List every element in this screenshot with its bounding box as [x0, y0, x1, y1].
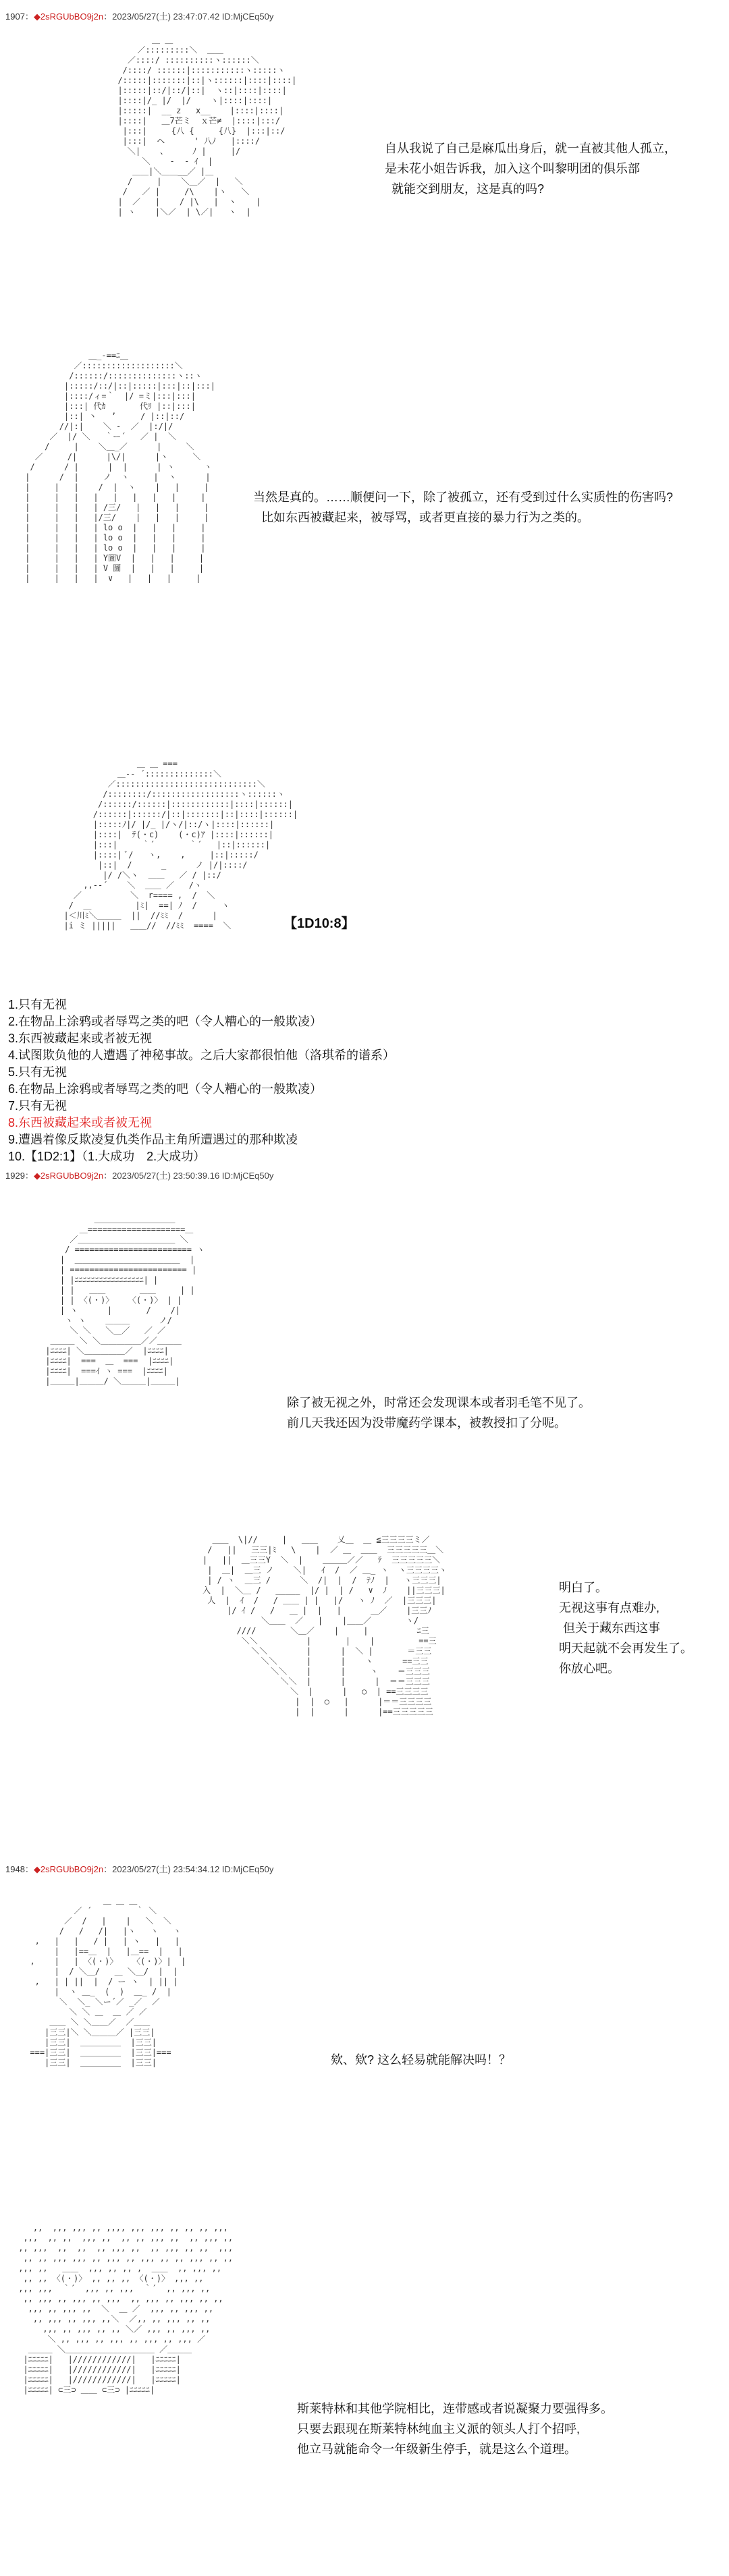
ascii-art-character-7: ,, ,,, ,,, ,, ,,,, ,,, ,,, ,, ,, ,, ,,, ,,, ,, ,, ,,, ,, ,, ,, ,,, ,, ,, ,,, ,, ,, ,,, ,, ,, ,, ,,, ,, ,, ,,, ,, ,, ,,, ,, ,, ,,, ,,, ,, ,,, ,, ,,, ,, ,, ,,, ,, ,, ,,, ,, ＿＿ ,,, ,, ,, , ＿＿ ,, ,,, ,, ,, ,, 〈(・)〉 ,, ,, ,, 〈(・)〉 ,,, ,, ,,, ,,, ｀´ ,,, ,, ,,, ｀´ ,, ,,, ,, ,, ,,, ,, ,,, ,, ,,, ,, ,,, ,, ,,, ,, ,, ,,, ,, ,,, ,, ＼ ＿ ／ ,,, ,, ,,, ,, ,, ,,, ,, ,,, ,,＼ ／,, ,, ,,, ,, ,, ,,, ,, ,,, ,, ,, ＼／ ,,, ,, ,,, ,, ＼ ,, ,,, ,, ,,, ,, ,,, ,, ,,, ／ ＿＿＿ ＼＿＿＿＿＿＿＿＿＿＿＿ ／＿＿＿ |ﾆﾆﾆﾆﾆ| |////////////| |ﾆﾆﾆﾆﾆ| |ﾆﾆﾆﾆﾆ| |////////////| |ﾆﾆﾆﾆﾆ| |ﾆﾆﾆﾆﾆ| |////////////| |ﾆﾆﾆﾆﾆ| |ﾆﾆﾆﾆﾆ| ⊂三⊃ ＿＿ ⊂三⊃ |ﾆﾆﾆﾆﾆ| [18, 2223, 234, 2395]
dialog-line: 除了被无视之外，时常还会发现课本或者羽毛笔不见了。 [287, 1396, 591, 1409]
dialog-bubble-2 [253, 487, 673, 528]
post-number: 1948 [5, 1864, 25, 1874]
dice-roll-label: 【1D10:8】 [284, 916, 355, 931]
option-item-5: 5.只有无视 [8, 1065, 68, 1079]
ascii-art-character-6: ＿ ＿ ＿ ／ ´ ｀ ＼ ／ / | | ＼ ＼ / / /| |ヽ ヽ ヽ , | | / | | ヽ | | | |==＿ | |＿== | | , | | 〈(・)〉 〈(・)〉| | | / ＼＿/ ＿ ＼＿/ | | , | | || | / ー ヽ | || | | ヽ ＿_ ( ) ＿_ / | ＼ ＼_ ＼ー´／ _／ ／ ＼ ＼ ＿ ＿ ／ ／ ＿＿ ＼ ＼＿＿／ ／＿＿ |三三|＼ ＼＿＿＿／ |三三| |三三| ＿＿＿＿＿ |三三| ===|三三| ＿＿＿＿＿ |三三|=== |三三| ＿＿＿＿＿ |三三| [30, 1896, 186, 2067]
dialog-line: 前几天我还因为没带魔药学课本，被教授扣了分呢。 [287, 1416, 566, 1430]
dialog-bubble-6 [297, 2399, 613, 2459]
post-separator: ： [103, 11, 113, 22]
option-item-2: 2.在物品上涂鸦或者辱骂之类的吧（令人糟心的一般欺凌） [8, 1015, 323, 1028]
dialog-line: 就能交到朋友，这是真的吗? [392, 182, 545, 196]
option-item-1: 1.只有无视 [8, 998, 68, 1011]
dialog-bubble-1 [385, 138, 676, 199]
option-item-6: 6.在物品上涂鸦或者辱骂之类的吧（令人糟心的一般欺凌） [8, 1082, 323, 1096]
ascii-art-character-4: ＿＿＿＿＿＿＿＿＿＿ ＿====================＿ ／＿＿＿＿＿＿＿＿＿＿＿＿ ＼ / ======================== ヽ | ＿＿＿＿＿＿＿＿＿＿＿＿＿ | | ======================== | | |ﾆﾆﾆﾆﾆﾆﾆﾆﾆﾆﾆﾆﾆﾆﾆﾆﾆ| | | | ＿＿ ＿＿ | | | | 〈(・)〉 〈(・)〉 | | | ヽ | / /| ヽ ヽ ＿＿＿ ノ/ ＼ ＼ ＼＿／ ／ ／ ＿＿＿ ＼ ＼＿＿＿＿＿／／＿＿＿ |ﾆﾆﾆﾆ| ＼＿＿＿＿＿／ |ﾆﾆﾆﾆ| |ﾆﾆﾆﾆ| === ＿ === |ﾆﾆﾆﾆ| |ﾆﾆﾆﾆ| ===ｲ ヽ === |ﾆﾆﾆﾆ| |＿＿＿|＿＿＿/ ＼＿＿＿|＿＿＿| [45, 1214, 205, 1386]
dialog-line: 当然是真的。……顺便问一下，除了被孤立，还有受到过什么实质性的伤害吗? [253, 491, 674, 504]
ascii-art-character-5: ＿＿ \|// | ＿＿ 乂＿ ＿ ≦三三三三ミ／ / || 三三|ﾐ \ | ／ ＿ ＿＿ 三三三三三＿＼ | || ＿三三Y ＼ | ＿＿＿／／ ﾃ 三三三三三＼ | ＿| ＿三 ノ ＼| ｲ / ／ ＿_ ヽ ヽ三三三三ヽ | / ヽ ＿三 / ＼ /| | / ﾃﾉ | ヽ三三三| 入 | ＼＿ / _____ |/ | | / ∨ ﾉ ||三三三| 人 | ｲ / / ＿＿ | | |/ ヽ ﾉ ／ |三三三| |/ ｲ / / ＿ | | | ＿／ |三三ﾉ ＼＿＿ ／ | |＿＿／ ヽ/ //// ＼＿／ | | ﾆ三 ＼＼ | | | ==三 ＼＼ | | ＼ | ＝三三 ＼＼ | | ヽ ==三三 ＼＼ | | ヽ ＝三三三 ＼＼ | | | ＝＝三三三 ＼ | | ○ | ==三三三三 | | ○ | |＝＝三三三三 | | | |==三三三三三 [202, 1535, 447, 1716]
dialog-line: 比如东西被藏起来，被辱骂，或者更直接的暴力行为之类的。 [261, 511, 589, 524]
post-datetime: 2023/05/27(土) 23:47:07.42 ID:MjCEq50y [112, 11, 274, 22]
post-number-separator: ： [24, 1171, 34, 1181]
option-item-7: 7.只有无视 [8, 1099, 68, 1113]
dialog-line: 欸、欸? 这么轻易就能解决吗！？ [331, 2053, 512, 2067]
post-datetime: 2023/05/27(土) 23:50:39.16 ID:MjCEq50y [112, 1171, 274, 1181]
post-number-separator: ： [24, 11, 34, 22]
option-item-8-selected: 8.东西被藏起来或者被无视 [8, 1116, 153, 1129]
ascii-art-character-3: ＿ ＿ === ＿-‐ ´::::::::::::::＼ ／:::::::::::::::::::::::::::::＼ /::::::::/::::::::::::::::::ヽ::::::ヽ /::::::/::::::|::::::::::::|::::|::::::| /::::::|::::::/|::|:::::::|::|::::|::::::| |:::::ﾉ|/ |/_ |/ヽ/|::/ヽ|::::|::::::| |::::| ﾃ(・c) (・c)ｱ |::::|::::::| |:::| ｀´ ｀´ |::|::::::| |::::| ﾞ/ ヽ, , |::|:::::/ |::| / _ ノ |/|::::/ |/ /＼ヽ ＿＿ ／ / |::/ ,,-‐´ ＼ ＿＿ ／ /ヽ ／ ＼ r==== , / ＼ / ＿ |ﾐ| ==| ﾉ / ヽ |＜川ﾐ＼＿＿＿ || //ﾐﾐ / | |i ミ ||||| ＿＿// //ﾐﾐ ==== ＼ [63, 759, 298, 930]
dialog-line: 自从我说了自己是麻瓜出身后，就一直被其他人孤立， [385, 142, 676, 155]
post-number-separator: ： [24, 1864, 34, 1874]
option-item-3: 3.东西被藏起来或者被无视 [8, 1032, 153, 1045]
post-separator: ： [103, 1171, 113, 1181]
option-item-4: 4.试图欺负他的人遭遇了神秘事故。之后大家都很怕他（洛琪希的谱系） [8, 1048, 396, 1062]
dialog-line: 只要去跟现在斯莱特林纯血主义派的领头人打个招呼, [297, 2422, 580, 2436]
post-number: 1907 [5, 11, 25, 22]
dialog-bubble-3 [287, 1393, 591, 1433]
option-item-9: 9.遭遇着像反欺凌复仇类作品主角所遭遇过的那种欺凌 [8, 1133, 298, 1146]
dialog-line: 你放心吧。 [559, 1662, 620, 1675]
post-trip[interactable]: ◆2sRGUbBO9j2n [33, 11, 104, 22]
dialog-line: 明白了。 [559, 1581, 608, 1594]
dialog-line: 斯莱特林和其他学院相比，连带感或者说凝聚力要强得多。 [297, 2402, 613, 2415]
options-list [8, 997, 395, 1165]
dialog-line: 无视这事有点难办, [559, 1601, 660, 1615]
post-trip[interactable]: ◆2sRGUbBO9j2n [33, 1864, 104, 1874]
post-datetime: 2023/05/27(土) 23:54:34.12 ID:MjCEq50y [112, 1864, 274, 1874]
dialog-line: 明天起就不会再发生了。 [559, 1642, 693, 1655]
post-trip[interactable]: ◆2sRGUbBO9j2n [33, 1171, 104, 1181]
ascii-art-character-1: ＿ ＿ ／:::::::::＼ ＿＿ ／::::/ ::::::::::ヽ::::::＼ /::::/ ::::::|:::::::::::ヽ:::::ヽ /:::::|:::::::|::|ヽ::::::|::::|::::| |:::::|::/|::/|::| ヽ::|::::|::::| |::::|/_ |/ |/ ヽ|::::|::::| |:::::| __ z x__ |::::|::::| |::::| ＿7芒ミ ｘ芒≠ |::::|:::/ |:::| {八 { {八} |:::|::/ |:::| ヘ ' 八ﾉ |::::/ ＼| 、 ﾉ | |/ ＼ - ‐ ｲ | ＿＿|＼＿＿__／ |＿ / | ＼＿／ | ＼ / ／ | /\ |ヽ ＼ | ／ | / |\ | ヽ | | ヽ |＼／ | \／| ヽ | [117, 35, 297, 217]
dialog-line: 但关于藏东西这事 [563, 1621, 660, 1635]
option-item-10: 10.【1D2:1】（1.大成功 2.大成功） [8, 1150, 206, 1163]
post-header-1929 [5, 1169, 273, 1181]
ascii-art-character-2: ＿_-==ﾆ＿ ／:::::::::::::::::::＼ /::::::/::::::::::::::ヽ::ヽ |:::::/::/|::|:::::|:::|::|:::| |::::/ィ=｀ |/ =ミ|:::|:::| |:::| 代ｶ 代ﾘ |::|:::| |::| 丶 ’ / |::|::/ //|:| ＼ - ／ |:/|/ ／ |/ ＼ ｀ー´ ／ | ＼ / | ＼＿_／ | ＼ ／ /| |\/| |ヽ ＼ / / | | | | ヽ ヽ | / | ノ ヽ | ヽ | | | | / | ヽ | | | | | | | | | | | | | | | | /三/ | | | | | | | |/三/ | | | | | | | | lo o | | | | | | | | lo o | | | | | | | | lo o | | | | | | | | Y圖V | | | | | | | | V 圖 | | | | | | | | ∨ | | | | [25, 351, 215, 583]
post-header-1948 [5, 1862, 273, 1875]
post-header-1907 [5, 9, 273, 22]
post-separator: ： [103, 1864, 113, 1874]
dialog-bubble-5 [331, 2050, 511, 2070]
dialog-line: 他立马就能命令一年级新生停手，就是这么个道理。 [297, 2442, 576, 2456]
dialog-line: 是未花小姐告诉我，加入这个叫黎明团的俱乐部 [385, 162, 640, 175]
dialog-bubble-4 [559, 1577, 693, 1679]
post-number: 1929 [5, 1171, 25, 1181]
